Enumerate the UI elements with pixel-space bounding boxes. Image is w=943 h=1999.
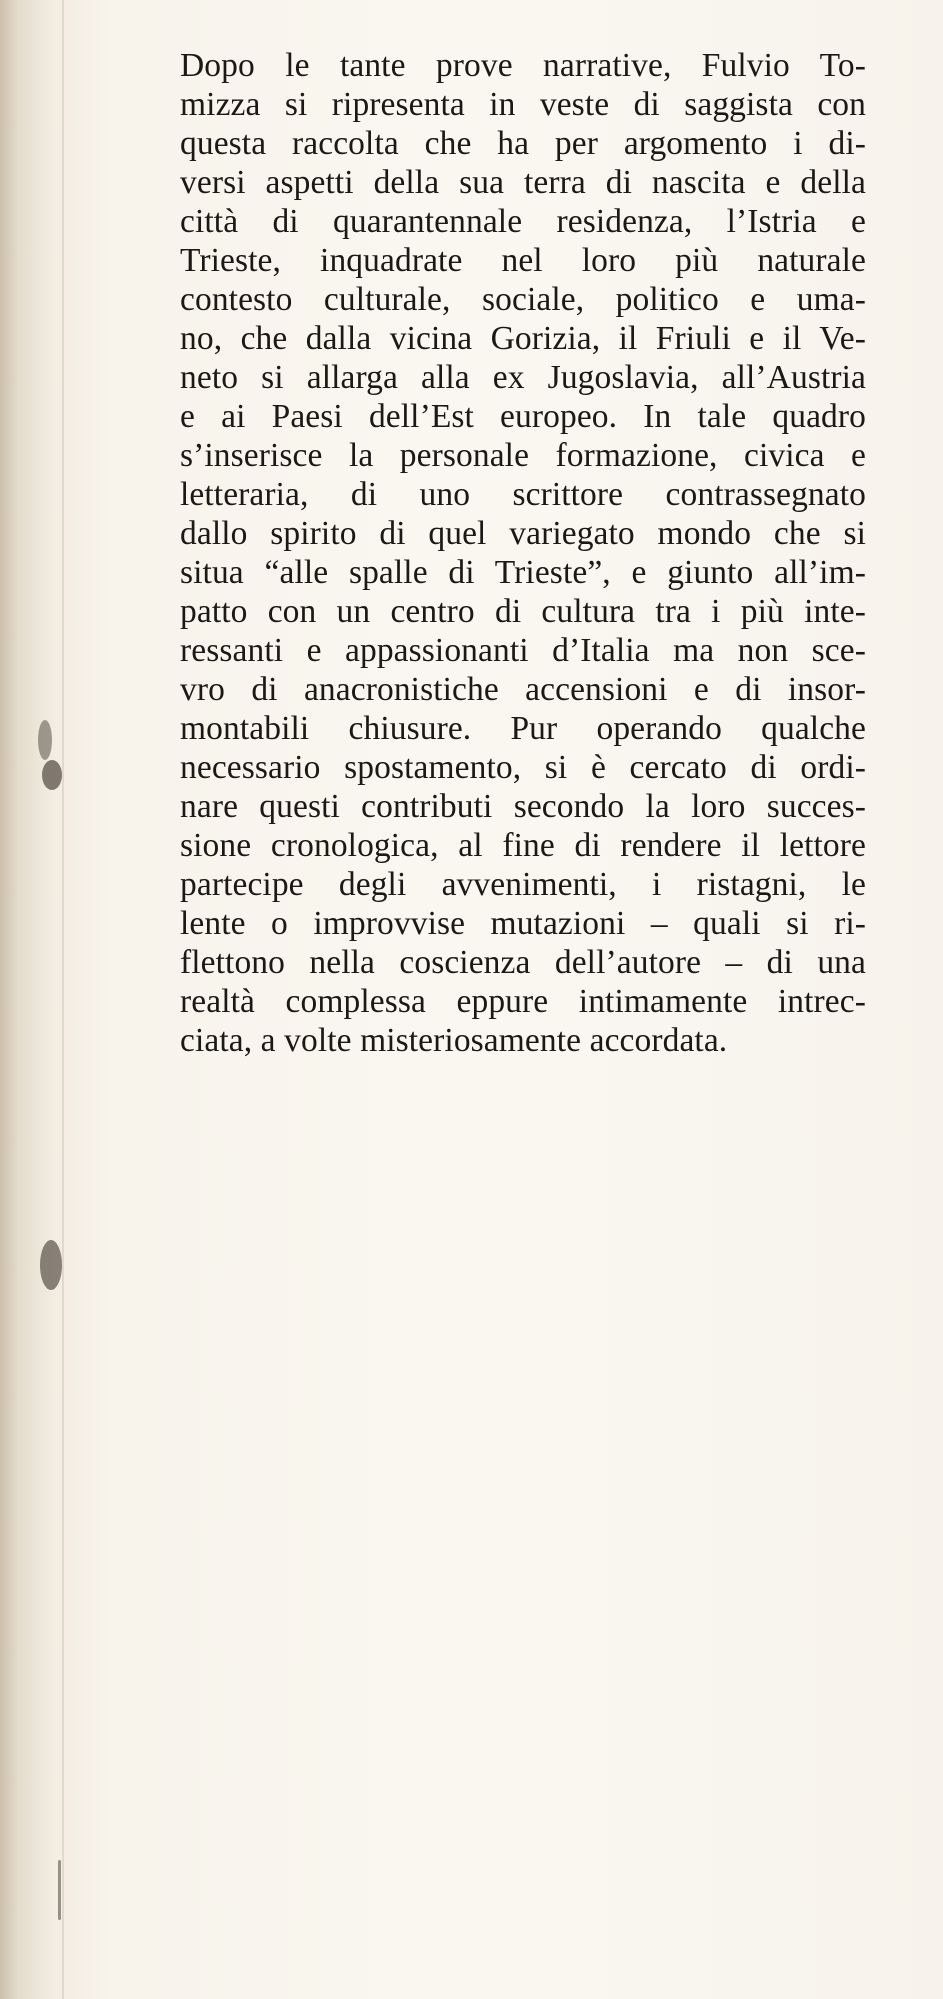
edge-stain-mark — [38, 720, 52, 760]
blurb-line: flettono nella coscienza dell’autore – di una — [180, 944, 866, 981]
edge-stain-mark — [42, 760, 62, 790]
blurb-line: letteraria, di uno scrittore contrassegnato — [180, 476, 866, 513]
blurb-line: patto con un centro di cultura tra i più inte- — [180, 593, 866, 630]
blurb-line: sione cronologica, al fine di rendere il lettore — [180, 827, 866, 864]
blurb-line: e ai Paesi dell’Est europeo. In tale quadro — [180, 398, 866, 435]
blurb-line: no, che dalla vicina Gorizia, il Friuli e il Ve- — [180, 320, 866, 357]
blurb-line: nare questi contributi secondo la loro succes- — [180, 788, 866, 825]
back-cover-blurb — [180, 46, 866, 1060]
blurb-line: realtà complessa eppure intimamente intrec- — [180, 983, 866, 1020]
blurb-line: necessario spostamento, si è cercato di ordi- — [180, 749, 866, 786]
blurb-line: Trieste, inquadrate nel loro più naturale — [180, 242, 866, 279]
blurb-line: neto si allarga alla ex Jugoslavia, all’Austria — [180, 359, 866, 396]
blurb-line: questa raccolta che ha per argomento i di- — [180, 125, 866, 162]
blurb-line: versi aspetti della sua terra di nascita e della — [180, 164, 866, 201]
blurb-line: montabili chiusure. Pur operando qualche — [180, 710, 866, 747]
blurb-line: ressanti e appassionanti d’Italia ma non sce- — [180, 632, 866, 669]
blurb-line: s’inserisce la personale formazione, civica e — [180, 437, 866, 474]
blurb-line: partecipe degli avvenimenti, i ristagni, le — [180, 866, 866, 903]
spine-crease — [62, 0, 64, 1999]
blurb-line: Dopo le tante prove narrative, Fulvio To- — [180, 47, 866, 84]
edge-stain-mark — [40, 1240, 62, 1290]
blurb-line: città di quarantennale residenza, l’Istria e — [180, 203, 866, 240]
blurb-line: mizza si ripresenta in veste di saggista con — [180, 86, 866, 123]
blurb-line: dallo spirito di quel variegato mondo che si — [180, 515, 866, 552]
blurb-line: situa “alle spalle di Trieste”, e giunto all’im- — [180, 554, 866, 591]
edge-stain-mark — [58, 1860, 61, 1920]
spine-shadow — [0, 0, 88, 1999]
blurb-line: ciata, a volte misteriosamente accordata. — [180, 1022, 728, 1059]
blurb-line: vro di anacronistiche accensioni e di insor- — [180, 671, 866, 708]
blurb-line: lente o improvvise mutazioni – quali si ri- — [180, 905, 866, 942]
blurb-line: contesto culturale, sociale, politico e uma- — [180, 281, 866, 318]
